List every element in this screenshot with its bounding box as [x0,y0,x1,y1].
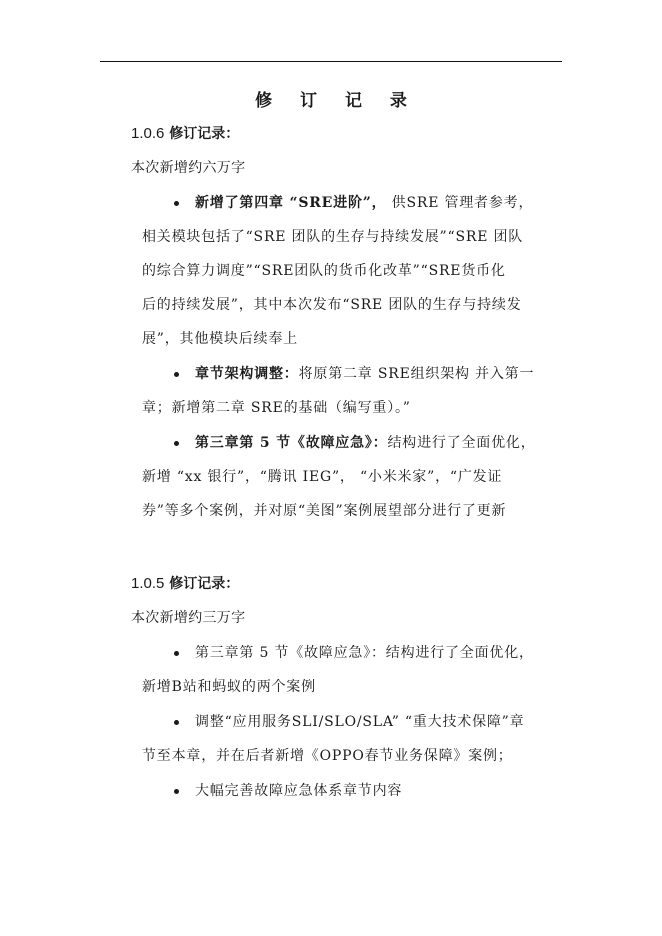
bullet-bold-text: 新增了第四章 “SRE进阶”， [195,195,387,211]
bullet-dot [174,201,179,206]
bullet-line: 相关模块包括了“SRE 团队的生存与持续发展”“SRE 团队 [142,229,524,245]
bullet-line: 章；新增第二章 SRE的基础（编写重）。” [142,400,411,416]
bullet-dot [174,789,179,794]
section-heading-label: 修订记录： [169,126,240,142]
section-heading [131,573,239,593]
page-title: 修 订 记 录 [255,91,418,111]
bullet-line: 新增B站和蚂蚁的两个案例 [142,679,316,695]
bullet-line [195,194,533,212]
bullet-line [195,365,534,383]
bullet-line: 节至本章，并在后者新增《OPPO春节业务保障》案例； [142,748,513,764]
bullet-line: 展”，其他模块后续奉上 [142,331,298,347]
bullet-line: 后的持续发展”，其中本次发布“SRE 团队的生存与持续发 [142,297,522,313]
section-version: 1.0.5 [131,575,165,592]
section-heading [131,123,239,143]
bullet-bold-text: 章节架构调整： [195,366,299,382]
bullet-dot [174,651,179,656]
section-heading-label: 修订记录： [169,576,240,592]
bullet-line: 券”等多个案例，并对原“美图”案例展望部分进行了更新 [142,503,507,519]
bullet-dot [174,372,179,377]
bullet-dot [174,720,179,725]
bullet-text: 结构进行了全面优化， [387,435,536,451]
bullet-text: 供SRE 管理者参考， [386,195,534,211]
bullet-text: 将原第二章 SRE组织架构 并入第一 [298,366,535,382]
section-version: 1.0.6 [131,125,165,142]
bullet-line: 的综合算力调度”“SRE团队的货币化改革”“SRE货币化 [142,263,506,279]
bullet-line: 调整“应用服务SLI/SLO/SLA” “重大技术保障”章 [195,714,525,730]
bullet-line: 大幅完善故障应急体系章节内容 [195,783,403,799]
bullet-line [195,434,536,452]
bullet-line: 新增 “xx 银行”，“腾讯 IEG”， “小米米家”，“广发证 [142,469,503,485]
section-summary: 本次新增约六万字 [131,160,246,176]
bullet-line: 第三章第 5 节《故障应急》：结构进行了全面优化， [195,645,534,661]
bullet-bold-text: 第三章第 5 节《故障应急》： [195,435,388,451]
section-summary: 本次新增约三万字 [131,610,246,626]
bullet-dot [174,441,179,446]
header-rule [100,61,562,62]
